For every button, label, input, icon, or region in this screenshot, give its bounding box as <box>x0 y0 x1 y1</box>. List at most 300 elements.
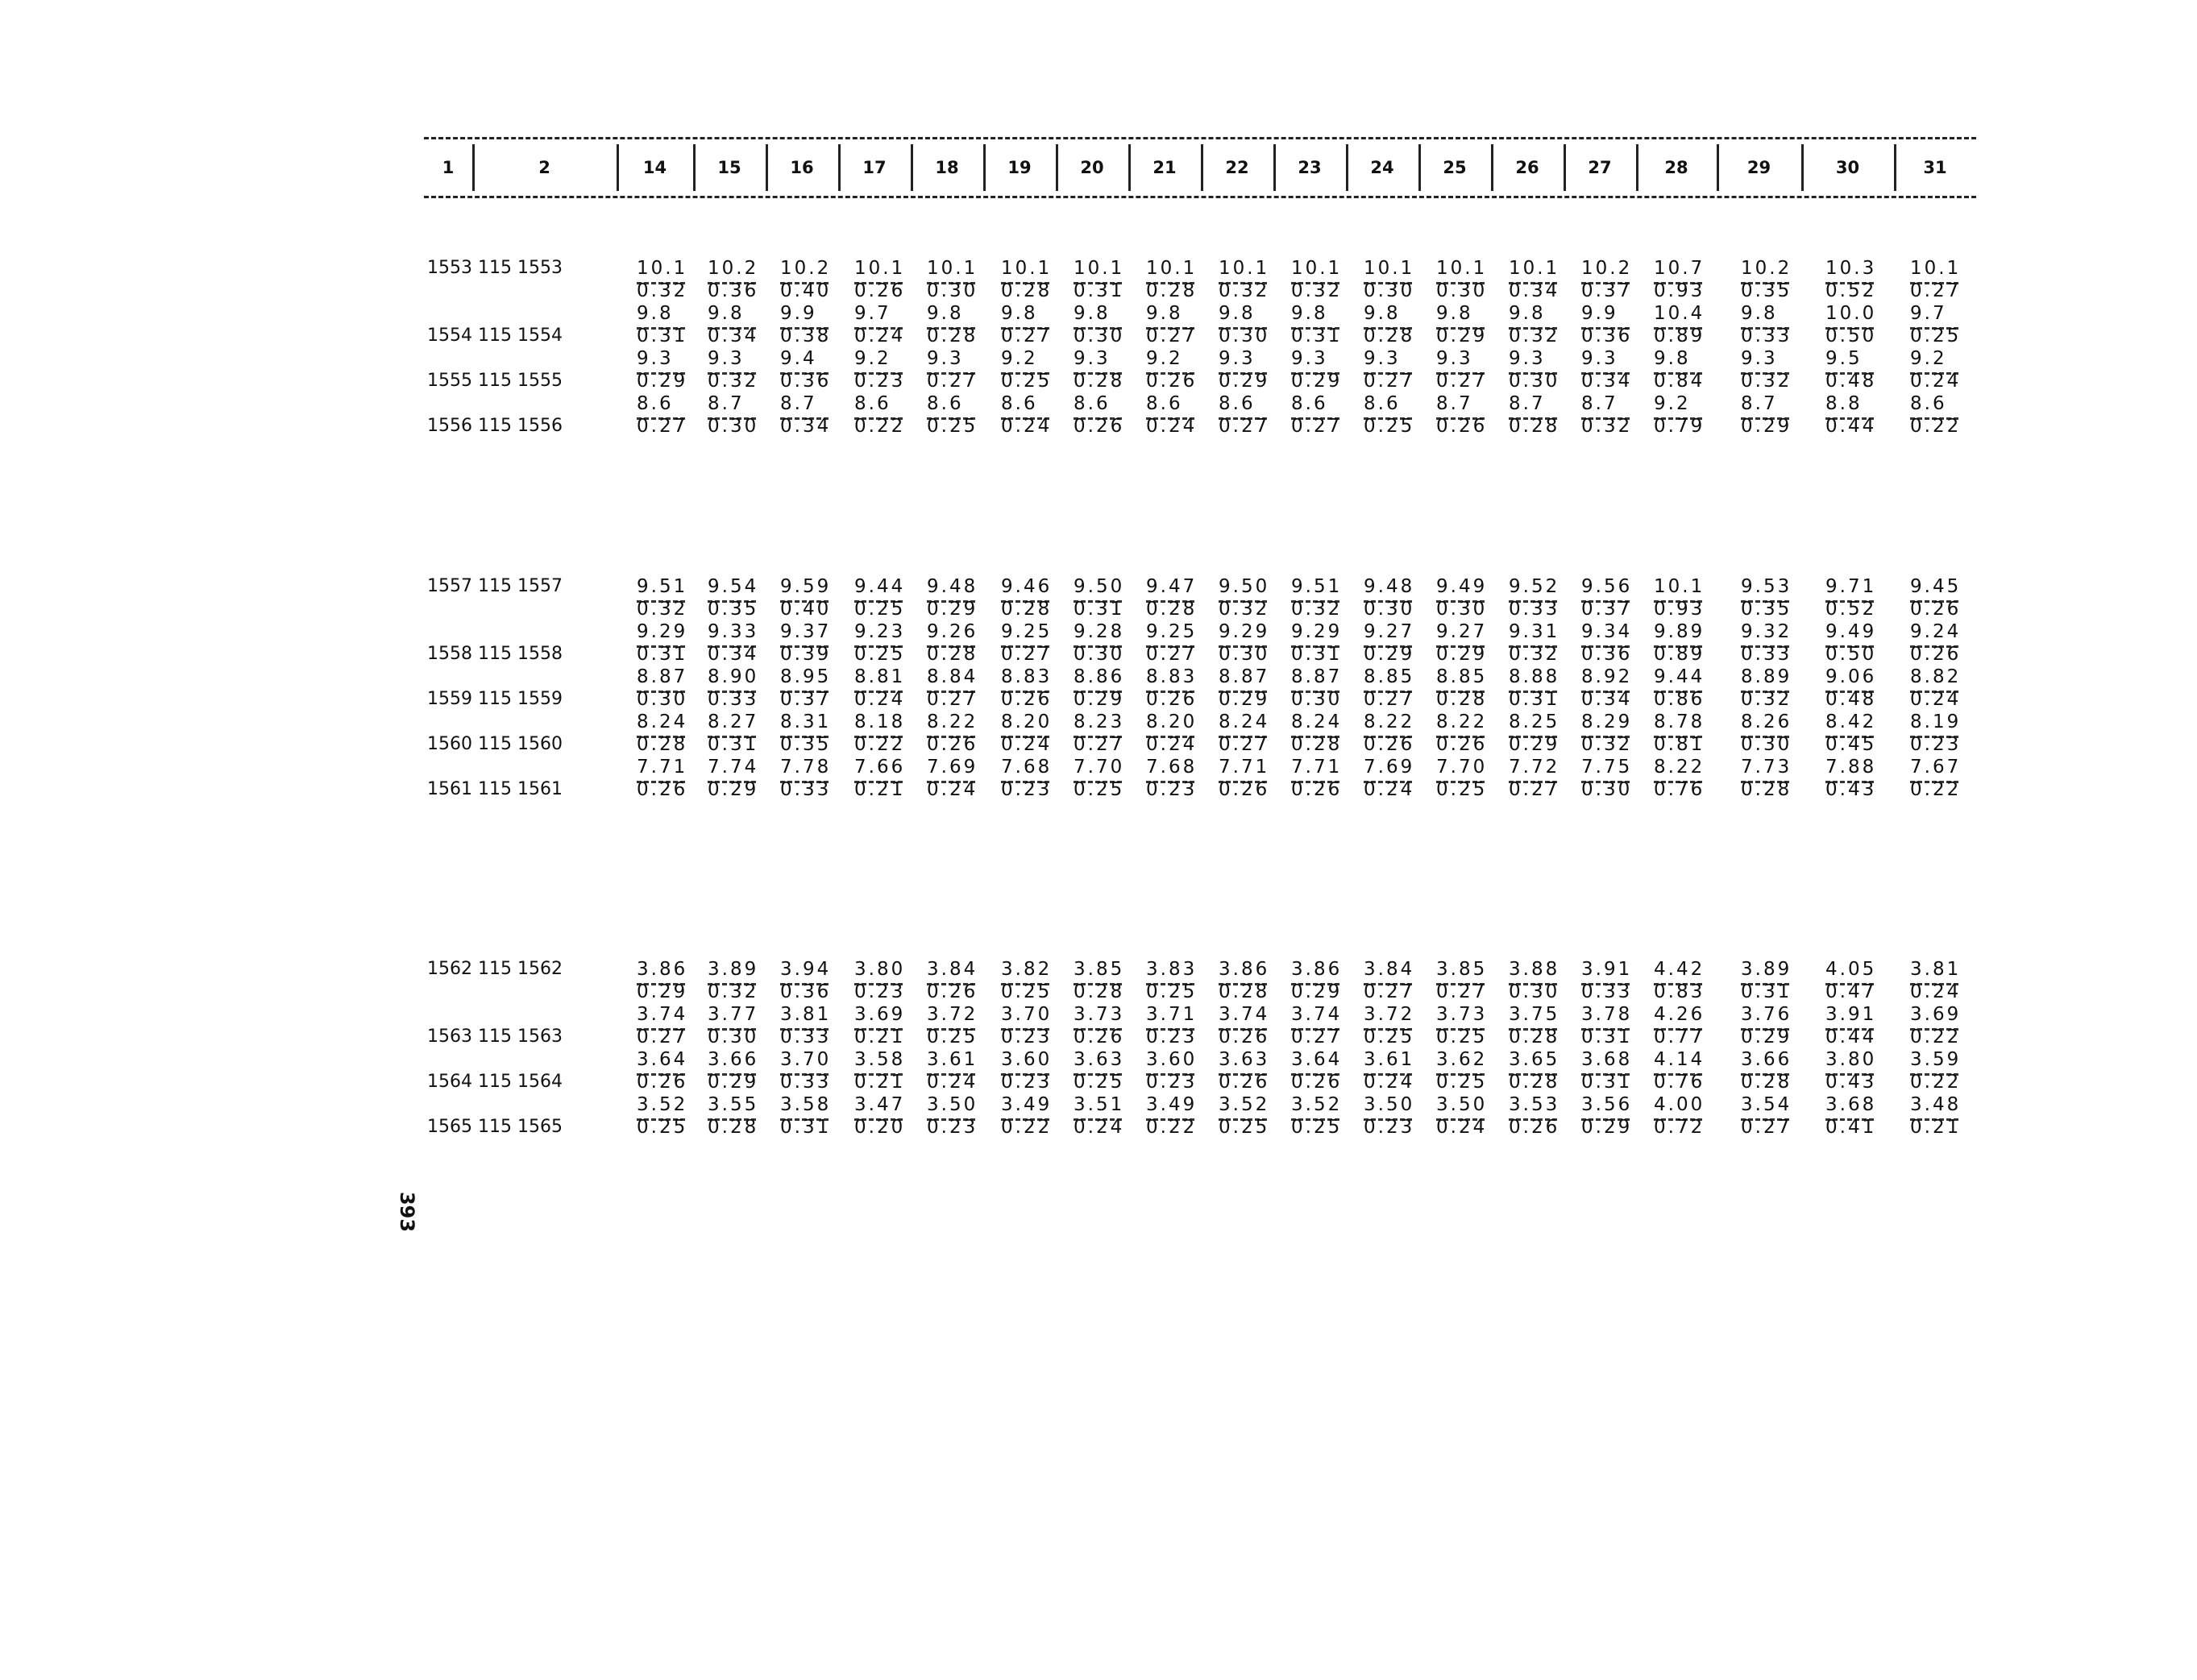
table-cell: 9.06 <box>1825 666 1877 687</box>
header-cell: 28 <box>1664 158 1688 177</box>
table-cell: 3.58 <box>780 1094 832 1115</box>
table-cell: 3.81 <box>1910 959 1962 980</box>
table-cell: 9.3 <box>708 348 745 369</box>
table-cell-sub: 0.27 <box>1146 326 1198 346</box>
table-cell-sub: 0.32 <box>708 371 759 392</box>
table-cell: 10.7 <box>1654 258 1705 279</box>
table-cell-sub: 0.34 <box>1581 371 1633 392</box>
table-cell-sub: 0.29 <box>1581 1117 1633 1138</box>
table-cell: 8.7 <box>780 393 817 414</box>
table-cell-sub: 0.35 <box>1741 599 1792 620</box>
table-cell-sub: 0.30 <box>1741 734 1792 755</box>
table-cell: 10.1 <box>927 258 978 279</box>
table-cell-sub: 0.26 <box>1001 689 1053 710</box>
header-separator <box>1418 144 1421 191</box>
table-cell-sub: 0.41 <box>1825 1117 1877 1138</box>
table-cell: 9.54 <box>708 576 759 597</box>
table-cell-sub: 0.36 <box>1581 326 1633 346</box>
table-cell: 3.85 <box>1074 959 1125 980</box>
table-cell-sub: 0.26 <box>927 981 978 1002</box>
table-cell: 9.25 <box>1146 621 1198 642</box>
table-cell-sub: 0.27 <box>1001 326 1053 346</box>
table-cell-sub: 0.28 <box>927 644 978 665</box>
table-cell: 9.48 <box>1364 576 1415 597</box>
table-cell-sub: 0.52 <box>1825 599 1877 620</box>
table-cell: 8.82 <box>1910 666 1962 687</box>
table-cell: 9.29 <box>1291 621 1343 642</box>
table-cell: 8.83 <box>1001 666 1053 687</box>
table-cell: 3.66 <box>1741 1049 1792 1070</box>
table-cell: 8.24 <box>637 711 688 732</box>
table-cell-sub: 0.34 <box>708 644 759 665</box>
table-cell-sub: 0.36 <box>1581 644 1633 665</box>
table-cell: 8.85 <box>1364 666 1415 687</box>
table-cell-sub: 0.27 <box>1291 1027 1343 1047</box>
table-cell-sub: 0.24 <box>1910 371 1962 392</box>
header-separator <box>472 144 475 191</box>
table-cell-sub: 0.31 <box>1581 1027 1633 1047</box>
table-cell-sub: 0.48 <box>1825 371 1877 392</box>
table-cell-sub: 0.26 <box>637 1072 688 1093</box>
header-cell: 15 <box>717 158 741 177</box>
table-cell: 9.8 <box>1219 303 1256 324</box>
table-cell-sub: 0.26 <box>854 280 906 301</box>
table-cell: 9.32 <box>1741 621 1792 642</box>
table-cell-sub: 0.29 <box>927 599 978 620</box>
table-cell-sub: 0.31 <box>1741 981 1792 1002</box>
header-separator <box>766 144 768 191</box>
table-cell-sub: 0.26 <box>1291 1072 1343 1093</box>
table-cell: 10.1 <box>1146 258 1198 279</box>
table-cell-sub: 0.32 <box>1741 689 1792 710</box>
table-cell: 3.89 <box>708 959 759 980</box>
table-cell: 9.8 <box>1364 303 1401 324</box>
table-cell-sub: 0.20 <box>854 1117 906 1138</box>
table-cell-sub: 0.22 <box>1001 1117 1053 1138</box>
table-cell: 8.31 <box>780 711 832 732</box>
table-cell-sub: 0.32 <box>1219 280 1270 301</box>
table-cell: 9.44 <box>1654 666 1705 687</box>
row-id: 1556 115 1556 <box>427 416 563 436</box>
table-cell: 7.69 <box>927 757 978 778</box>
table-cell-sub: 0.38 <box>780 326 832 346</box>
table-cell: 3.55 <box>708 1094 759 1115</box>
table-cell: 3.63 <box>1219 1049 1270 1070</box>
table-cell-sub: 0.23 <box>1146 1027 1198 1047</box>
table-cell: 3.59 <box>1910 1049 1962 1070</box>
table-cell: 3.88 <box>1509 959 1560 980</box>
table-cell-sub: 0.22 <box>854 416 906 437</box>
table-cell-sub: 0.34 <box>1509 280 1560 301</box>
table-cell: 8.7 <box>1509 393 1546 414</box>
table-cell-sub: 0.33 <box>780 1072 832 1093</box>
table-cell: 3.49 <box>1146 1094 1198 1115</box>
table-cell-sub: 0.27 <box>1074 734 1125 755</box>
table-cell: 7.70 <box>1074 757 1125 778</box>
table-cell-sub: 0.22 <box>1146 1117 1198 1138</box>
table-cell: 3.50 <box>1364 1094 1415 1115</box>
table-cell-sub: 0.26 <box>1910 599 1962 620</box>
table-cell: 3.83 <box>1146 959 1198 980</box>
table-cell: 9.49 <box>1436 576 1488 597</box>
table-cell-sub: 0.29 <box>1219 689 1270 710</box>
header-separator <box>1564 144 1566 191</box>
header-cell: 22 <box>1225 158 1249 177</box>
table-cell: 3.84 <box>927 959 978 980</box>
header-cell: 23 <box>1298 158 1322 177</box>
table-cell: 8.22 <box>1654 757 1705 778</box>
table-cell: 10.1 <box>1364 258 1415 279</box>
table-cell: 7.68 <box>1146 757 1198 778</box>
table-cell-sub: 0.37 <box>1581 599 1633 620</box>
table-cell-sub: 0.29 <box>1436 326 1488 346</box>
header-separator <box>617 144 619 191</box>
table-cell-sub: 0.32 <box>1509 326 1560 346</box>
table-cell-sub: 0.23 <box>1001 779 1053 800</box>
table-cell-sub: 0.27 <box>1741 1117 1792 1138</box>
table-cell-sub: 0.31 <box>1291 644 1343 665</box>
table-cell-sub: 0.32 <box>1509 644 1560 665</box>
table-cell: 10.1 <box>1654 576 1705 597</box>
table-cell-sub: 0.31 <box>1581 1072 1633 1093</box>
table-cell: 8.95 <box>780 666 832 687</box>
table-cell: 7.67 <box>1910 757 1962 778</box>
table-cell: 3.61 <box>1364 1049 1415 1070</box>
table-cell-sub: 0.28 <box>1509 1072 1560 1093</box>
table-cell: 8.81 <box>854 666 906 687</box>
table-cell: 8.6 <box>927 393 964 414</box>
row-id: 1560 115 1560 <box>427 734 563 754</box>
table-cell: 9.9 <box>1581 303 1618 324</box>
table-cell: 3.56 <box>1581 1094 1633 1115</box>
header-separator <box>1056 144 1058 191</box>
table-cell-sub: 0.28 <box>1364 326 1415 346</box>
table-cell-sub: 0.35 <box>780 734 832 755</box>
table-cell: 9.2 <box>854 348 891 369</box>
table-cell-sub: 0.76 <box>1654 1072 1705 1093</box>
header-separator <box>1717 144 1719 191</box>
table-cell: 3.51 <box>1074 1094 1125 1115</box>
table-cell: 8.20 <box>1146 711 1198 732</box>
table-cell-sub: 0.26 <box>1291 779 1343 800</box>
table-cell: 8.6 <box>1219 393 1256 414</box>
table-cell-sub: 0.25 <box>1436 1027 1488 1047</box>
table-cell-sub: 0.28 <box>1741 779 1792 800</box>
table-cell: 9.8 <box>1654 348 1691 369</box>
table-cell-sub: 0.25 <box>1001 981 1053 1002</box>
table-cell-sub: 0.25 <box>854 599 906 620</box>
table-cell: 4.42 <box>1654 959 1705 980</box>
header-cell: 19 <box>1007 158 1032 177</box>
table-cell: 8.18 <box>854 711 906 732</box>
table-cell-sub: 0.25 <box>1074 779 1125 800</box>
row-id: 1564 115 1564 <box>427 1072 563 1092</box>
table-cell-sub: 0.27 <box>1910 280 1962 301</box>
table-cell-sub: 0.24 <box>854 689 906 710</box>
table-cell: 3.49 <box>1001 1094 1053 1115</box>
table-cell: 3.89 <box>1741 959 1792 980</box>
table-cell: 9.8 <box>1146 303 1183 324</box>
table-cell-sub: 0.30 <box>1219 326 1270 346</box>
table-cell-sub: 0.52 <box>1825 280 1877 301</box>
table-cell: 3.86 <box>637 959 688 980</box>
table-cell: 9.23 <box>854 621 906 642</box>
table-cell-sub: 0.24 <box>1146 416 1198 437</box>
table-cell: 3.47 <box>854 1094 906 1115</box>
table-cell-sub: 0.28 <box>1001 599 1053 620</box>
table-cell: 9.27 <box>1436 621 1488 642</box>
table-cell-sub: 0.30 <box>1509 981 1560 1002</box>
table-cell-sub: 0.29 <box>1291 981 1343 1002</box>
table-cell: 8.6 <box>1364 393 1401 414</box>
table-cell: 8.20 <box>1001 711 1053 732</box>
table-cell-sub: 0.28 <box>1291 734 1343 755</box>
table-cell: 8.6 <box>1001 393 1038 414</box>
table-cell: 9.46 <box>1001 576 1053 597</box>
table-cell: 9.31 <box>1509 621 1560 642</box>
table-cell-sub: 0.24 <box>1364 779 1415 800</box>
table-cell: 9.26 <box>927 621 978 642</box>
table-cell-sub: 0.31 <box>1074 280 1125 301</box>
table-cell: 8.90 <box>708 666 759 687</box>
table-cell: 9.7 <box>1910 303 1947 324</box>
header-separator <box>1894 144 1896 191</box>
table-cell: 7.66 <box>854 757 906 778</box>
table-cell: 7.73 <box>1741 757 1792 778</box>
table-cell-sub: 0.32 <box>637 599 688 620</box>
table-cell-sub: 0.93 <box>1654 280 1705 301</box>
table-cell-sub: 0.22 <box>1910 779 1962 800</box>
table-cell-sub: 0.83 <box>1654 981 1705 1002</box>
row-id: 1561 115 1561 <box>427 779 563 799</box>
header-cell: 29 <box>1746 158 1771 177</box>
table-cell: 9.49 <box>1825 621 1877 642</box>
table-cell-sub: 0.28 <box>637 734 688 755</box>
table-cell-sub: 0.28 <box>1509 416 1560 437</box>
table-cell-sub: 0.89 <box>1654 326 1705 346</box>
table-cell: 8.8 <box>1825 393 1863 414</box>
table-cell: 3.85 <box>1436 959 1488 980</box>
header-cell: 27 <box>1588 158 1612 177</box>
table-cell: 3.73 <box>1074 1004 1125 1025</box>
table-cell: 8.87 <box>1291 666 1343 687</box>
table-cell-sub: 0.25 <box>1436 1072 1488 1093</box>
table-cell-sub: 0.24 <box>1910 689 1962 710</box>
header-separator <box>693 144 696 191</box>
table-cell-sub: 0.30 <box>1074 644 1125 665</box>
table-cell-sub: 0.27 <box>1364 371 1415 392</box>
header-cell: 2 <box>538 158 550 177</box>
table-cell-sub: 0.28 <box>1146 280 1198 301</box>
table-cell-sub: 0.43 <box>1825 1072 1877 1093</box>
table-cell: 9.24 <box>1910 621 1962 642</box>
table-cell-sub: 0.29 <box>637 371 688 392</box>
table-cell-sub: 0.79 <box>1654 416 1705 437</box>
table-cell: 3.72 <box>1364 1004 1415 1025</box>
table-cell-sub: 0.30 <box>1581 779 1633 800</box>
table-cell: 8.88 <box>1509 666 1560 687</box>
table-cell-sub: 0.28 <box>1074 371 1125 392</box>
table-cell: 10.1 <box>854 258 906 279</box>
table-cell: 3.80 <box>1825 1049 1877 1070</box>
table-cell-sub: 0.32 <box>637 280 688 301</box>
table-cell: 7.69 <box>1364 757 1415 778</box>
table-cell-sub: 0.30 <box>1436 599 1488 620</box>
table-cell: 10.1 <box>1219 258 1270 279</box>
table-cell-sub: 0.25 <box>1001 371 1053 392</box>
table-cell-sub: 0.26 <box>1146 689 1198 710</box>
row-id: 1563 115 1563 <box>427 1027 563 1047</box>
table-cell: 3.68 <box>1581 1049 1633 1070</box>
table-cell-sub: 0.32 <box>1581 416 1633 437</box>
table-cell-sub: 0.28 <box>708 1117 759 1138</box>
table-cell-sub: 0.27 <box>1436 371 1488 392</box>
table-cell: 10.1 <box>1436 258 1488 279</box>
table-cell: 8.27 <box>708 711 759 732</box>
table-cell: 7.75 <box>1581 757 1633 778</box>
table-cell: 9.3 <box>1074 348 1111 369</box>
table-cell-sub: 0.35 <box>708 599 759 620</box>
table-cell: 9.8 <box>1741 303 1778 324</box>
table-cell: 9.59 <box>780 576 832 597</box>
table-cell: 9.50 <box>1219 576 1270 597</box>
table-cell: 9.3 <box>1741 348 1778 369</box>
table-cell-sub: 0.45 <box>1825 734 1877 755</box>
table-cell: 8.22 <box>927 711 978 732</box>
header-cell: 30 <box>1835 158 1860 177</box>
table-cell-sub: 0.25 <box>927 416 978 437</box>
table-cell-sub: 0.28 <box>1436 689 1488 710</box>
table-cell-sub: 0.26 <box>1436 416 1488 437</box>
table-cell-sub: 0.44 <box>1825 416 1877 437</box>
table-cell-sub: 0.32 <box>1291 280 1343 301</box>
header-cell: 25 <box>1443 158 1467 177</box>
table-cell-sub: 0.26 <box>637 779 688 800</box>
table-cell-sub: 0.30 <box>1364 280 1415 301</box>
table-cell-sub: 0.30 <box>1074 326 1125 346</box>
table-cell-sub: 0.26 <box>1074 1027 1125 1047</box>
table-cell-sub: 0.33 <box>1741 326 1792 346</box>
table-cell-sub: 0.29 <box>1364 644 1415 665</box>
table-cell: 3.77 <box>708 1004 759 1025</box>
table-cell-sub: 0.25 <box>1910 326 1962 346</box>
table-cell: 8.6 <box>1146 393 1183 414</box>
table-cell-sub: 0.36 <box>780 371 832 392</box>
table-cell: 8.7 <box>1436 393 1473 414</box>
table-cell: 3.91 <box>1825 1004 1877 1025</box>
table-cell-sub: 0.29 <box>708 1072 759 1093</box>
table-cell-sub: 0.25 <box>637 1117 688 1138</box>
table-cell-sub: 0.26 <box>1910 644 1962 665</box>
table-cell: 9.2 <box>1654 393 1691 414</box>
table-cell: 3.61 <box>927 1049 978 1070</box>
table-cell-sub: 0.31 <box>1509 689 1560 710</box>
table-cell-sub: 0.27 <box>1219 416 1270 437</box>
header-separator <box>838 144 841 191</box>
row-id: 1554 115 1554 <box>427 326 563 346</box>
table-cell-sub: 0.23 <box>1146 779 1198 800</box>
table-cell: 10.1 <box>1001 258 1053 279</box>
header-cell: 20 <box>1080 158 1104 177</box>
table-cell-sub: 0.43 <box>1825 779 1877 800</box>
table-cell: 3.71 <box>1146 1004 1198 1025</box>
table-cell-sub: 0.29 <box>1436 644 1488 665</box>
table-cell-sub: 0.31 <box>1074 599 1125 620</box>
table-cell: 9.8 <box>708 303 745 324</box>
table-cell-sub: 0.28 <box>1001 280 1053 301</box>
table-cell-sub: 0.21 <box>854 1027 906 1047</box>
table-cell: 3.70 <box>1001 1004 1053 1025</box>
table-cell-sub: 0.30 <box>1219 644 1270 665</box>
table-cell: 9.33 <box>708 621 759 642</box>
table-cell: 7.72 <box>1509 757 1560 778</box>
table-cell: 9.29 <box>637 621 688 642</box>
table-cell: 3.69 <box>1910 1004 1962 1025</box>
table-cell: 8.6 <box>1074 393 1111 414</box>
table-cell: 8.6 <box>1291 393 1328 414</box>
table-cell-sub: 0.30 <box>1364 599 1415 620</box>
table-cell-sub: 0.27 <box>637 1027 688 1047</box>
header-separator <box>1801 144 1804 191</box>
table-cell: 4.14 <box>1654 1049 1705 1070</box>
table-cell: 8.78 <box>1654 711 1705 732</box>
page-number: 393 <box>396 1191 419 1233</box>
table-cell: 9.8 <box>1291 303 1328 324</box>
table-cell: 8.7 <box>1581 393 1618 414</box>
row-id: 1562 115 1562 <box>427 959 563 979</box>
table-cell: 10.1 <box>637 258 688 279</box>
header-separator <box>1346 144 1348 191</box>
table-cell: 3.84 <box>1364 959 1415 980</box>
table-cell: 8.6 <box>1910 393 1947 414</box>
table-cell-sub: 0.32 <box>1219 599 1270 620</box>
row-id: 1559 115 1559 <box>427 689 563 709</box>
table-cell: 3.63 <box>1074 1049 1125 1070</box>
table-cell: 8.22 <box>1436 711 1488 732</box>
table-cell: 8.89 <box>1741 666 1792 687</box>
table-cell: 8.7 <box>1741 393 1778 414</box>
table-cell-sub: 0.31 <box>1291 326 1343 346</box>
table-cell: 9.44 <box>854 576 906 597</box>
table-cell-sub: 0.81 <box>1654 734 1705 755</box>
table-cell-sub: 0.33 <box>1509 599 1560 620</box>
table-cell-sub: 0.40 <box>780 280 832 301</box>
table-cell-sub: 0.27 <box>1364 981 1415 1002</box>
table-cell: 9.3 <box>1509 348 1546 369</box>
table-cell: 9.8 <box>637 303 674 324</box>
table-cell-sub: 0.27 <box>1146 644 1198 665</box>
table-cell-sub: 0.29 <box>637 981 688 1002</box>
table-cell: 3.54 <box>1741 1094 1792 1115</box>
table-cell-sub: 0.28 <box>1219 981 1270 1002</box>
table-cell-sub: 0.26 <box>1219 1072 1270 1093</box>
header-separator <box>1201 144 1203 191</box>
table-cell-sub: 0.26 <box>1364 734 1415 755</box>
table-cell: 8.87 <box>1219 666 1270 687</box>
table-cell-sub: 0.33 <box>780 1027 832 1047</box>
table-cell: 3.50 <box>1436 1094 1488 1115</box>
table-cell: 10.2 <box>1581 258 1633 279</box>
table-cell-sub: 0.30 <box>1509 371 1560 392</box>
table-cell: 9.3 <box>1436 348 1473 369</box>
table-cell-sub: 0.40 <box>780 599 832 620</box>
header-separator <box>1128 144 1131 191</box>
table-cell-sub: 0.22 <box>1910 416 1962 437</box>
table-cell: 10.0 <box>1825 303 1877 324</box>
table-cell-sub: 0.32 <box>1291 599 1343 620</box>
header-cell: 31 <box>1923 158 1947 177</box>
table-cell-sub: 0.29 <box>1741 1027 1792 1047</box>
